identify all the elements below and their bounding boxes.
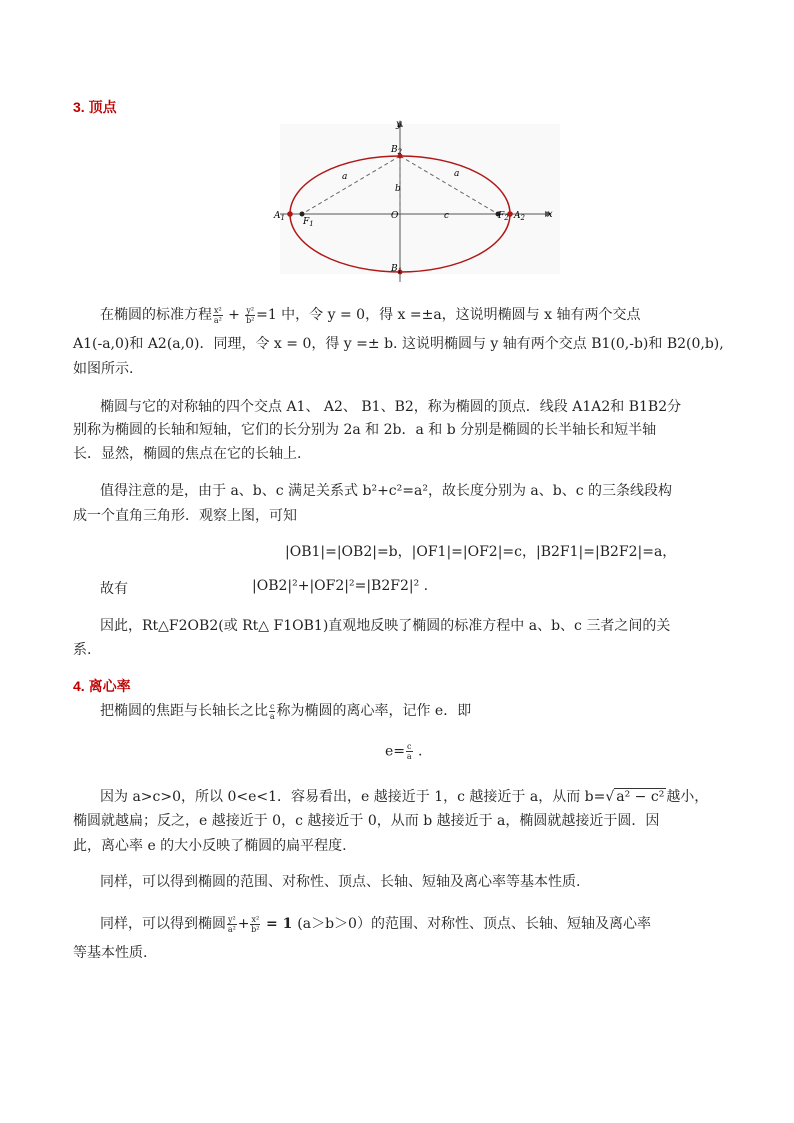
- p2-line-1: 椭圆与它的对称轴的四个交点 A1、 A2、 B1、B2，称为椭圆的顶点．线段 A1A2和 B1B2分: [100, 399, 682, 415]
- vertex-b1-label: $B_1$: [391, 264, 403, 275]
- p3-line-1: 值得注意的是，由于 a、b、c 满足关系式 b²+c²=a²，故长度分别为 a、b、c 的三条线段构: [100, 483, 672, 499]
- b-label: b: [395, 184, 401, 194]
- guyou-label: 故有: [100, 581, 128, 597]
- section-4-heading: 4. 离心率: [73, 678, 131, 694]
- a-right-label: a: [454, 169, 460, 179]
- p4-line-1: 因此，Rt△F2OB2(或 Rt△ F1OB1)直观地反映了椭圆的标准方程中 a、b、c 三者之间的关: [100, 618, 671, 634]
- sqrt-a2-c2: √ a² − c²: [605, 789, 665, 805]
- p7-line-1: 同样，可以得到椭圆的范围、对称性、顶点、长轴、短轴及离心率等基本性质.: [100, 874, 581, 890]
- p5-line-1: 把椭圆的焦距与长轴长之比 $\frac{c}{a}$ 称为椭圆的离心率，记作 e．即: [100, 701, 472, 721]
- focus-f1-label: $F_1$: [303, 217, 314, 228]
- p1-line-2: A1(-a,0)和 A2(a,0)．同理，令 x = 0，得 y =± b. 这说明椭圆与 y 轴有两个交点 B1(0,-b)和 B2(0,b),: [73, 336, 724, 352]
- p8-line-2: 等基本性质.: [73, 945, 148, 961]
- p4-line-2: 系.: [73, 642, 92, 658]
- equation-eccentricity: e= $\frac{c}{a}$ .: [385, 742, 423, 761]
- p2-line-2: 别称为椭圆的长轴和短轴，它们的长分别为 2a 和 2b．a 和 b 分别是椭圆的长半轴长和短半轴: [73, 422, 657, 438]
- fraction-x2-b2: $\frac{\text{x²}}{\text{b²}}$: [251, 914, 260, 934]
- p6-line-1: 因为 a>c>0，所以 0<e<1．容易看出，e 越接近于 1，c 越接近于 a，从而 b=√ a² − c² 越小，: [100, 789, 709, 805]
- equation-lengths: |OB1|=|OB2|=b，|OF1|=|OF2|=c，|B2F1|=|B2F2|=a，: [285, 544, 677, 560]
- section-3-heading: 3. 顶点: [73, 99, 117, 115]
- x-axis-label: x: [547, 209, 553, 220]
- equation-pythagoras: |OB2|²+|OF2|²=|B2F2|² .: [252, 578, 429, 594]
- p8-line-1: 同样，可以得到椭圆 $\frac{\text{y²}}{\text{a²}}$ + $\frac{\text{x²}}{\text{b²}}$ = 1 (a＞b＞0）的范围、对称性、顶点、长轴、短轴及离心率: [100, 914, 651, 934]
- fraction-x2-a2: $\frac{\text{x²}}{\text{a²}}$: [213, 305, 222, 325]
- fraction-y2-a2: $\frac{\text{y²}}{\text{a²}}$: [227, 914, 236, 934]
- vertex-a2-label: $A_2$: [514, 211, 525, 222]
- vertex-b2-label: $B_2$: [391, 145, 403, 156]
- p6-line-2: 椭圆就越扁；反之，e 越接近于 0，c 越接近于 0，从而 b 越接近于 a，椭圆就越接近于圆．因: [73, 813, 660, 829]
- fraction-y2-b2: $\frac{\text{y²}}{\text{b²}}$: [246, 305, 255, 325]
- p1-line-3: 如图所示.: [73, 361, 134, 377]
- p2-line-3: 长．显然，椭圆的焦点在它的长轴上.: [73, 446, 302, 462]
- fraction-c-a-eq: $\frac{c}{a}$: [406, 742, 412, 761]
- p3-line-2: 成一个直角三角形．观察上图，可知: [73, 508, 297, 524]
- vertex-a1-label: $A_1$: [274, 211, 285, 222]
- p6-line-3: 此，离心率 e 的大小反映了椭圆的扁平程度.: [73, 838, 347, 854]
- focus-f2-label: $F_2$: [498, 211, 509, 222]
- c-label: c: [444, 211, 450, 221]
- p1-line-1: 在椭圆的标准方程 $\frac{\text{x²}}{\text{a²}}$ + $\frac{\text{y²}}{\text{b²}}$ =1 中，令 y = 0，得 x =±a，这说明椭圆与 x 轴有两个交点: [100, 305, 641, 325]
- fraction-c-a: $\frac{c}{a}$: [269, 701, 275, 721]
- ellipse-figure: [270, 116, 570, 286]
- a-left-label: a: [342, 172, 348, 182]
- y-axis-label: y: [396, 119, 402, 130]
- origin-label: O: [391, 211, 399, 221]
